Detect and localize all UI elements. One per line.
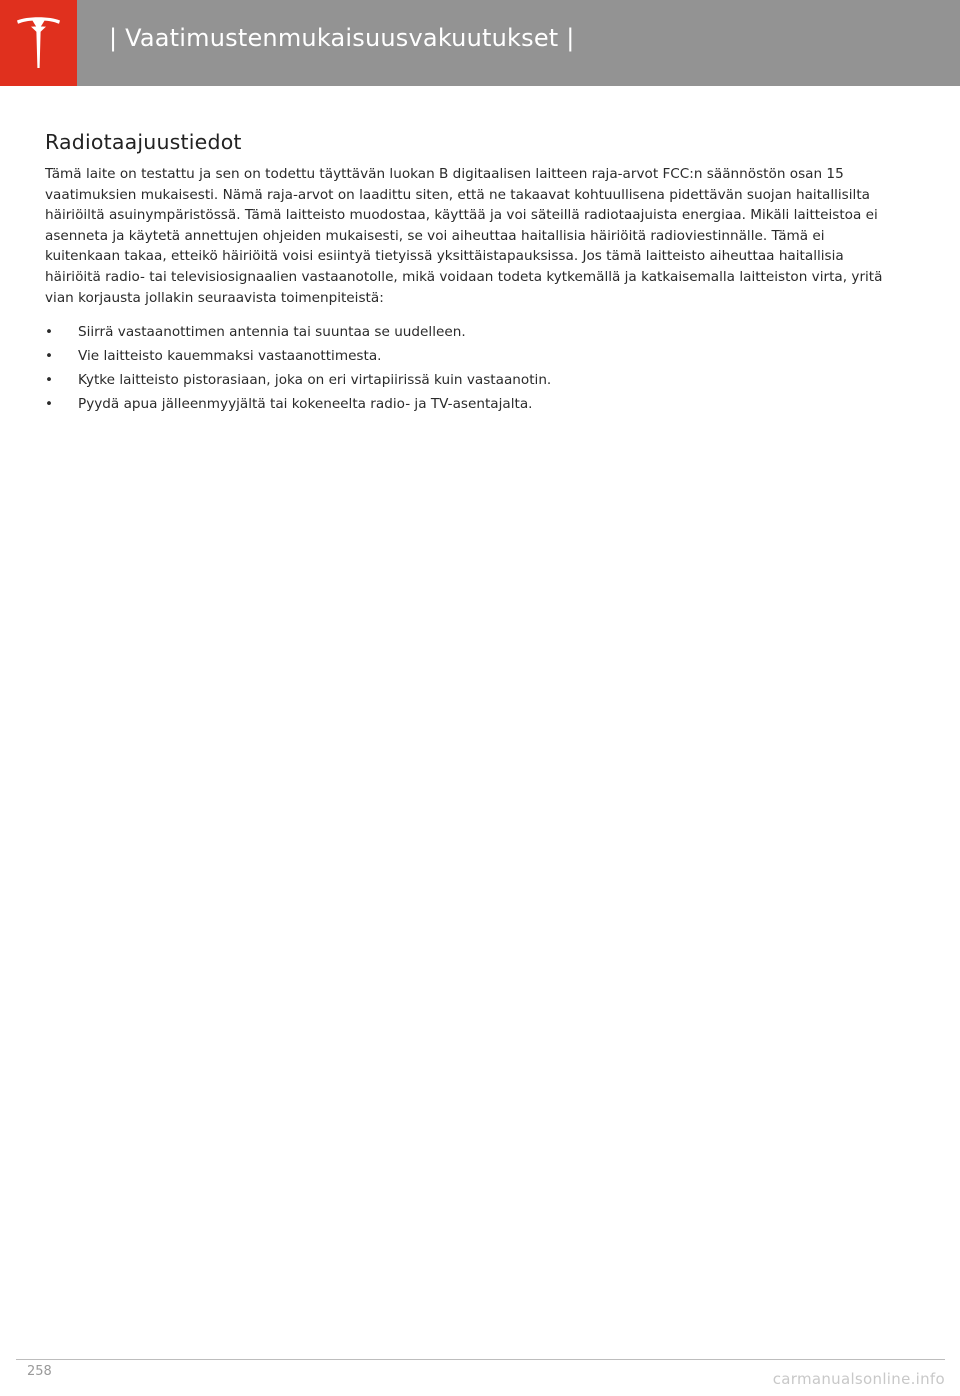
- watermark: carmanualsonline.info: [772, 1370, 945, 1388]
- list-item: [45, 344, 885, 368]
- list-item-text: Vie laitteisto kauemmaksi vastaanottimesta.: [78, 348, 382, 365]
- page-header: [0, 0, 960, 86]
- bullet-icon: •: [45, 396, 54, 413]
- list-item-text: Pyydä apua jälleenmyyjältä tai kokeneelta radio- ja TV-asentajalta.: [78, 396, 533, 413]
- tesla-logo-icon: [15, 17, 62, 69]
- brand-logo-box: [0, 0, 77, 86]
- footer-divider: [16, 1359, 945, 1360]
- section-title: Radiotaajuustiedot: [45, 130, 242, 154]
- list-item: [45, 368, 885, 392]
- section-paragraph: Tämä laite on testattu ja sen on todettu täyttävän luokan B digitaalisen laitteen raja-arvot FCC:n säännöstön osan 15 vaatimuksien mukaisesti. Nämä raja-arvot on laadittu siten, että ne takaavat kohtuullisena pidettävän suojan haitallisilta häiriöiltä asuinympäristössä. Tämä laitteisto muodostaa, käyttää ja voi säteillä radiotaajuista energiaa. Mikäli laitteistoa ei asenneta ja käytetä annettujen ohjeiden mukaisesti, se voi aiheuttaa haitallisia häiriöitä radioviestinnälle. Tämä ei kuitenkaan takaa, etteikö häiriöitä voisi esiintyä tietyissä yksittäistapauksissa. Jos tämä laitteisto aiheuttaa haitallisia häiriöitä radio- tai televisiosignaalien vastaanotolle, mikä voidaan todeta kytkemällä ja katkaisemalla laitteiston virta, yritä vian korjausta jollakin seuraavista toimenpiteistä:: [45, 166, 883, 306]
- bullet-icon: •: [45, 348, 54, 365]
- list-item-text: Siirrä vastaanottimen antennia tai suuntaa se uudelleen.: [78, 324, 466, 341]
- bullet-list: [45, 320, 885, 416]
- header-title: | Vaatimustenmukaisuusvakuutukset |: [109, 24, 575, 52]
- page-number: 258: [27, 1364, 52, 1379]
- bullet-icon: •: [45, 324, 54, 341]
- main-content: [45, 130, 885, 416]
- list-item-text: Kytke laitteisto pistorasiaan, joka on eri virtapiirissä kuin vastaanotin.: [78, 372, 552, 389]
- bullet-icon: •: [45, 372, 54, 389]
- list-item: [45, 392, 885, 416]
- list-item: [45, 320, 885, 344]
